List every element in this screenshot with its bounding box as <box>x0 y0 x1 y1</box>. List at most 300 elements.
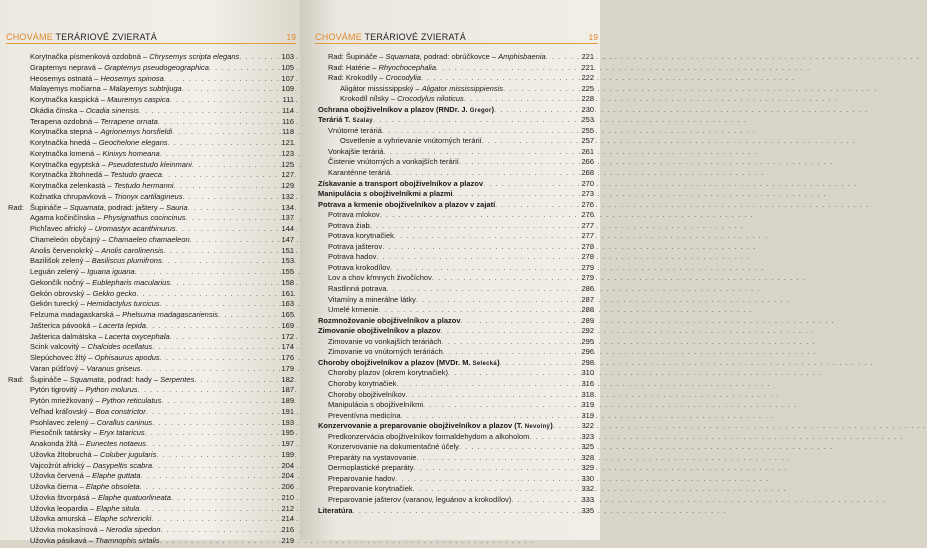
toc-entry <box>318 157 594 168</box>
entry-text: Korytnačka kaspická – Mauremys caspica <box>30 95 170 104</box>
toc-entry <box>318 126 594 137</box>
entry-title: Rad: Hatérie – <box>328 62 379 72</box>
toc-entry <box>30 181 294 192</box>
dot-leader <box>172 128 280 139</box>
dot-leader <box>170 279 279 290</box>
toc-entry <box>318 273 594 284</box>
dot-leader <box>162 257 280 268</box>
toc-entry <box>318 484 594 495</box>
entry-text: Pytón tigrovitý – Python molurus <box>30 385 138 395</box>
entry-text <box>318 210 380 221</box>
entry-title: Umelé krmenie <box>328 305 379 315</box>
dot-leader <box>461 317 580 328</box>
scientific-name: Eryx tataricus <box>99 428 145 438</box>
toc-entry <box>318 379 594 390</box>
toc-entry <box>30 170 294 181</box>
dot-leader <box>152 343 279 354</box>
entry-text <box>318 495 511 506</box>
common-name: Užovka čierna <box>30 482 78 491</box>
page-number: 316 <box>581 378 594 388</box>
page-number: 261 <box>581 146 594 156</box>
common-name: Kožnatka chrupavková <box>30 191 106 201</box>
common-name: Gekončík nočný <box>30 277 84 287</box>
common-name: Agama kočinčínska <box>30 213 96 223</box>
scientific-name: Crocodylia <box>385 73 421 83</box>
toc-entry <box>30 450 294 461</box>
page-number: 268 <box>581 168 594 178</box>
toc-entry <box>318 368 594 379</box>
toc-entry <box>30 149 294 160</box>
page-number: 176 <box>281 353 294 362</box>
dot-leader <box>218 311 279 322</box>
page-number: 132 <box>281 191 294 201</box>
toc-entry <box>30 342 294 353</box>
entry-text <box>318 242 382 253</box>
page-number: 276 <box>581 210 594 220</box>
dot-leader <box>432 274 580 285</box>
entry-title: Osvetlenie a vyhrievanie vnútorných terárií <box>340 136 482 146</box>
toc-entry <box>30 117 294 128</box>
toc-entry <box>318 347 594 358</box>
toc-entry <box>318 442 594 453</box>
dot-leader <box>353 507 580 518</box>
page-number: 214 <box>281 514 294 524</box>
common-name: Slepúchovec žltý <box>30 353 87 362</box>
entry-text: Užovka pásikavá – Thamnophis sirtalis <box>30 535 160 545</box>
toc-entry <box>318 337 594 348</box>
page-number: 328 <box>581 452 594 462</box>
page-number: 273 <box>581 189 594 199</box>
toc-entry <box>318 474 594 485</box>
entry-suffix: ) <box>491 104 495 114</box>
entry-title: Potrava jašterov <box>328 241 383 251</box>
page-number: 204 <box>281 471 294 481</box>
entry-text: Gekón turecký – Hemidactylus turcicus <box>30 299 160 309</box>
dot-leader <box>190 236 280 247</box>
common-name: Užovka amurská <box>30 514 86 524</box>
entry-text <box>318 126 382 137</box>
page-number: 195 <box>281 428 294 438</box>
entry-title: Preventívna medicína <box>328 410 401 420</box>
page-number: 295 <box>581 336 594 346</box>
common-name: Pichľavec africký <box>30 224 87 233</box>
dot-leader <box>406 391 580 402</box>
toc-entry <box>318 73 594 84</box>
entry-text <box>318 179 483 190</box>
page-number: 174 <box>281 342 294 352</box>
common-name: Gekón obrovský <box>30 288 85 298</box>
scientific-name: Boa constrictor <box>95 406 146 416</box>
entry-text <box>318 368 448 379</box>
scientific-name: Terrapene ornata <box>100 116 158 126</box>
scientific-name: Aligator mississippiensis <box>421 83 503 93</box>
entry-text: Graptemys nepravá – Graptemys pseudogeographica <box>30 62 209 72</box>
common-name: Šupináče <box>30 202 62 212</box>
common-name: Pytón tigrovitý <box>30 385 78 395</box>
page-number: 319 <box>581 400 594 410</box>
common-name: Veľhad kráľovský <box>30 406 88 416</box>
dot-leader <box>448 369 579 380</box>
author-name: Nevolný <box>524 424 551 431</box>
entry-text: Užovka leopardia – Elaphe situla <box>30 503 140 513</box>
toc-entry <box>30 471 294 482</box>
scientific-name: Hemidactylus turcicus <box>86 299 160 309</box>
page-number: 197 <box>281 439 294 448</box>
scientific-name: Squamata <box>69 202 104 212</box>
dot-leader <box>382 243 579 254</box>
entry-text <box>318 221 370 232</box>
toc-entry <box>30 332 294 343</box>
common-name: Heosemys ostnatá <box>30 73 93 83</box>
common-name: Gekón turecký <box>30 299 79 309</box>
dot-leader <box>146 408 280 419</box>
dot-leader <box>441 327 580 338</box>
toc-entry <box>318 506 594 517</box>
entry-text <box>318 442 459 453</box>
entry-title: Choroby obojživelníkov a plazov (MVDr. M. <box>318 357 473 367</box>
toc-entry <box>318 495 594 506</box>
page-number: 253 <box>581 115 594 125</box>
page-number: 199 <box>281 449 294 459</box>
scientific-name: Malayemys subtrijuga <box>109 84 182 94</box>
toc-entry <box>318 326 594 337</box>
common-name: Korytnačka písmenková ozdobná <box>30 52 141 61</box>
page-number: 165 <box>281 310 294 319</box>
page-number: 277 <box>581 220 594 230</box>
page-number: 107 <box>281 73 294 83</box>
common-name: Psohlavec zelený <box>30 417 89 427</box>
entry-title: Potrava a krmenie obojživelníkov a plazov v zajatí <box>318 199 496 209</box>
entry-text: Scink valcovitý – Chalcides ocellatus <box>30 342 153 352</box>
common-name: Bazilišok zelený <box>30 256 84 266</box>
dot-leader <box>182 85 280 96</box>
entry-text <box>318 231 394 242</box>
page-number: 319 <box>581 410 594 420</box>
entry-title: Preparáty na vystavovanie <box>328 452 417 462</box>
toc-entry <box>30 310 294 321</box>
toc-entry <box>30 385 294 396</box>
dot-leader <box>168 139 280 150</box>
right-header-page-number: 19 <box>588 32 598 42</box>
entry-text <box>318 200 495 211</box>
dot-leader <box>511 496 579 507</box>
common-name: Piesočník tatársky <box>30 428 91 438</box>
page-number: 179 <box>281 363 294 373</box>
toc-entry <box>318 136 594 147</box>
page-number: 279 <box>581 262 594 272</box>
entry-title: Choroby plazov (okrem korytnačiek) <box>328 368 449 378</box>
common-name: Šupináče <box>30 374 62 384</box>
page-number: 118 <box>282 127 294 137</box>
left-header-page-number: 19 <box>286 32 296 42</box>
scientific-name: Uromastyx acanthinurus <box>94 224 176 233</box>
page-number: 182 <box>281 374 294 384</box>
page-number: 296 <box>581 347 594 357</box>
scientific-name: Varanus griseus <box>86 363 141 373</box>
page-number: 323 <box>581 431 594 441</box>
page-number: 325 <box>581 442 594 452</box>
entry-text: Agama kočinčínska – Physignathus cocincinus <box>30 213 186 223</box>
entry-title: Preparovanie korytnačiek <box>328 484 413 494</box>
page-number: 193 <box>281 417 294 427</box>
entry-text <box>318 506 353 517</box>
toc-entry <box>318 231 594 242</box>
toc-entry <box>318 63 594 74</box>
entry-text <box>318 326 441 337</box>
dot-leader <box>170 96 281 107</box>
page-number: 335 <box>581 505 594 515</box>
scientific-name: Nerodia sipedon <box>105 525 161 534</box>
dot-leader <box>139 505 279 516</box>
entry-title: Rad: Šupináče – <box>328 52 386 61</box>
toc-entry <box>318 400 594 411</box>
page-number: 210 <box>281 492 294 502</box>
author-name: Gregor <box>469 107 492 114</box>
dot-leader <box>441 338 579 349</box>
entry-text: Malayemys močiarna – Malayemys subtrijuga <box>30 84 182 94</box>
page-number: 322 <box>581 421 594 431</box>
entry-text: Užovka červená – Elaphe guttata <box>30 471 141 481</box>
page-number: 105 <box>281 62 294 72</box>
scientific-name: Coluber jugularis <box>100 449 157 459</box>
entry-text: Pichľavec africký – Uromastyx acanthinurus <box>30 224 176 233</box>
entry-suffix: , podrad: jaštery – <box>103 202 166 212</box>
dot-leader <box>171 494 280 505</box>
dot-leader <box>370 222 580 233</box>
page-number: 286 <box>581 284 594 294</box>
toc-entry <box>30 504 294 515</box>
toc-entry <box>318 295 594 306</box>
entry-text: Heosemys ostnatá – Heosemys spinosa <box>30 73 164 83</box>
entry-text: Veľhad kráľovský – Boa constrictor <box>30 406 146 416</box>
toc-entry <box>30 235 294 246</box>
page-number: 288 <box>581 305 594 315</box>
page-number: 212 <box>281 503 294 513</box>
dot-leader <box>413 464 579 475</box>
dot-leader <box>188 204 280 215</box>
common-name: Užovka štvorpásá <box>30 492 90 502</box>
entry-text: Jašterica pávooká – Lacerta lepida <box>30 320 146 330</box>
dot-leader <box>483 180 579 191</box>
dot-leader <box>423 401 579 412</box>
dot-leader <box>141 472 280 483</box>
common-name: Malayemys močiarna <box>30 84 101 94</box>
entry-title: Rad: Krokodíly – <box>328 73 386 83</box>
dot-leader <box>495 201 579 212</box>
entry-title: Karanténne teráriá <box>328 168 391 178</box>
dot-leader <box>436 64 579 75</box>
scientific-name: Ocadia sinensis <box>85 105 139 115</box>
scientific-name: Squamata <box>69 374 104 384</box>
entry-text <box>318 390 406 401</box>
page-number: 298 <box>581 357 594 367</box>
dot-leader <box>239 53 279 64</box>
entry-title: Choroby korytnačiek <box>328 378 397 388</box>
page-number: 287 <box>581 294 594 304</box>
toc-entry <box>30 224 294 235</box>
scientific-name: Dasypeltis scabra <box>92 460 153 470</box>
scientific-name: Elaphe guttata <box>92 471 141 481</box>
page-number: 279 <box>581 273 594 283</box>
toc-entry <box>30 525 294 536</box>
page-number: 310 <box>581 368 594 378</box>
entry-text <box>318 84 503 95</box>
entry-title: Konzervovanie na dokumentačné účely <box>328 442 459 452</box>
entry-suffix: , podrad: hady – <box>103 374 161 384</box>
page-number: 329 <box>581 463 594 473</box>
entry-text <box>318 474 395 485</box>
author-name: Szalay <box>352 118 373 125</box>
scientific-name: Anolis carolinensis <box>101 245 164 255</box>
page-number: 332 <box>581 484 594 494</box>
dot-leader <box>395 475 579 486</box>
entry-text <box>318 94 464 105</box>
toc-entry <box>30 439 294 450</box>
page-number: 278 <box>581 252 594 262</box>
entry-text <box>318 252 376 263</box>
dot-leader <box>174 182 280 193</box>
page-number: 121 <box>281 138 294 147</box>
right-page <box>300 0 600 540</box>
right-header-accent: CHOVÁME <box>315 32 362 42</box>
dot-leader <box>186 214 280 225</box>
page-number: 219 <box>281 535 294 545</box>
dot-leader <box>373 116 580 127</box>
entry-text: Rad: Šupináče – Squamata, podrad: hady – Serpentes <box>8 374 195 384</box>
dot-leader <box>396 380 579 391</box>
page-number: 266 <box>581 157 594 167</box>
toc-entry <box>318 221 594 232</box>
entry-text: Korytnačka žltohnedá – Testudo graeca <box>30 170 162 180</box>
toc-entry <box>30 418 294 429</box>
left-running-header <box>6 32 296 44</box>
entry-text <box>318 379 396 390</box>
entry-title: Potrava žiab <box>328 220 370 230</box>
toc-entry <box>318 242 594 253</box>
page-number: 230 <box>581 104 594 114</box>
entry-text: Korytnačka egyptská – Pseudotestudo kleinmani <box>30 159 192 169</box>
entry-text <box>318 52 546 63</box>
common-name: Varan púšťový <box>30 363 79 373</box>
entry-text: Rad: Šupináče – Squamata, podrad: jaštery – Sauria <box>8 202 188 212</box>
common-name: Terapena ozdobná <box>30 116 93 126</box>
scientific-name: Chamaeleo chamaeleon <box>108 234 190 244</box>
page-number: 225 <box>581 83 594 93</box>
toc-entry <box>30 213 294 224</box>
dot-leader <box>162 171 280 182</box>
toc-entry <box>30 407 294 418</box>
page-number: 144 <box>281 224 294 233</box>
toc-entry <box>318 284 594 295</box>
page-number: 109 <box>281 84 294 94</box>
common-name: Felzuma madagaskarská <box>30 310 114 319</box>
entry-text <box>318 411 401 422</box>
entry-text: Leguán zelený – Iguana iguana <box>30 267 135 276</box>
entry-text <box>318 136 482 147</box>
dot-leader <box>192 161 280 172</box>
scientific-name: Ophisaurus apodus <box>94 353 160 362</box>
entry-title: Ochrana obojživelníkov a plazov (RNDr. J. <box>318 104 470 114</box>
page-number: 151 <box>281 245 294 255</box>
entry-text <box>318 463 413 474</box>
entry-text <box>318 347 443 358</box>
entry-text: Užovka čierna – Elaphe obsoleta <box>30 482 140 491</box>
entry-text: Gekón obrovský – Gekko gecko <box>30 288 137 298</box>
entry-title: Rastlinná potrava <box>328 284 387 294</box>
scientific-name: Agrionemys horsfieldi <box>100 127 173 137</box>
toc-entry <box>318 84 594 95</box>
dot-leader <box>503 85 580 96</box>
scientific-name: Elaphe quatuorlineata <box>97 492 171 502</box>
toc-entry <box>30 482 294 493</box>
entry-suffix: ) <box>497 357 500 367</box>
toc-entry <box>30 106 294 117</box>
entry-text: Korytnačka lomená – Kinixys homeana <box>30 148 160 158</box>
page-number: 172 <box>281 331 294 341</box>
scientific-name: Python reticulatus <box>101 396 162 405</box>
scientific-name: Kinixys homeana <box>102 148 160 158</box>
left-header-rest: TERÁRIOVÉ ZVIERATÁ <box>52 32 157 42</box>
page-number: 125 <box>281 159 294 169</box>
entry-text: Korytnačka zelenkastá – Testudo hermanni <box>30 181 174 190</box>
toc-entry <box>8 202 294 214</box>
dot-leader <box>161 526 280 537</box>
scientific-name: Elaphe schrencki <box>94 514 152 524</box>
toc-entry <box>318 316 594 327</box>
left-page <box>0 0 300 545</box>
dot-leader <box>416 296 580 307</box>
toc-entry <box>318 263 594 274</box>
entry-text: Felzuma madagaskarská – Phelsuma madagascariensis <box>30 310 219 319</box>
entry-text <box>318 168 390 179</box>
dot-leader <box>152 462 279 473</box>
common-name: Korytnačka hnedá <box>30 138 91 147</box>
page-number: 204 <box>281 460 294 470</box>
entry-text: Korytnačka písmenková ozdobná – Chrysemys scripta elegans <box>30 52 240 61</box>
entry-text <box>318 73 421 84</box>
entry-title: Zimovanie vo vnútorných teráriách <box>328 347 443 357</box>
scientific-name: Eublepharis macularius <box>92 277 171 287</box>
scientific-name: Rhynchocephalia <box>378 62 436 72</box>
entry-prefix: Rad: <box>8 374 24 384</box>
scientific-name: Chalcides ocellatus <box>87 342 153 352</box>
dot-leader <box>500 359 580 370</box>
common-name: Korytnačka zelenkastá <box>30 181 106 190</box>
author-name: Selecká <box>472 360 498 367</box>
toc-entry <box>318 52 594 63</box>
entry-text: Užovka žltobruchá – Coluber jugularis <box>30 449 157 459</box>
page-number: 270 <box>581 178 594 188</box>
toc-entry <box>30 267 294 278</box>
entry-text: Užovka štvorpásá – Elaphe quatuorlineata <box>30 492 171 502</box>
toc-entry <box>30 321 294 332</box>
dot-leader <box>151 515 279 526</box>
scientific-name: Lacerta oxycephala <box>104 331 170 341</box>
dot-leader <box>158 118 280 129</box>
dot-leader <box>482 137 580 148</box>
entry-title: Rozmnožovanie obojživelníkov a plazov <box>318 315 461 325</box>
entry-title: Vitamíny a minerálne látky <box>328 294 416 304</box>
scientific-name: Pseudotestudo kleinmani <box>107 159 192 169</box>
entry-text: Kožnatka chrupavková – Trionyx cartilagineus <box>30 191 183 201</box>
dot-leader <box>146 440 280 451</box>
toc-entry <box>30 299 294 310</box>
toc-entry <box>30 289 294 300</box>
entry-title: Čistenie vnútorných a vonkajších terárií <box>328 157 459 167</box>
scientific-name: Iguana iguana <box>87 267 135 276</box>
page-number: 161 <box>281 288 294 298</box>
toc-entry <box>30 84 294 95</box>
